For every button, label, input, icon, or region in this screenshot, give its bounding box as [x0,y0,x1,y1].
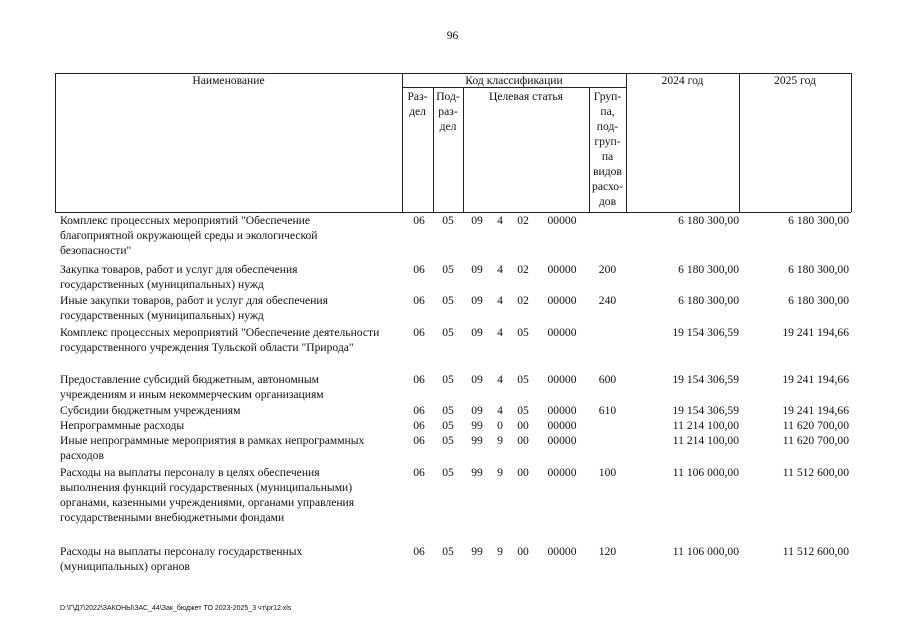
row-razdel: 06 [413,466,425,479]
row-razdel: 06 [413,434,425,447]
header-group-line: Груп- [593,90,622,103]
header-group-line: па, [600,105,615,118]
row-name-line: Комплекс процессных мероприятий "Обеспечение [60,214,311,227]
row-podrazdel: 05 [442,419,454,432]
row-name-line: государственного учреждения Тульской области "Природа" [60,341,354,354]
row-podrazdel: 05 [442,404,454,417]
row-value-2024: 11 106 000,00 [672,466,739,479]
header-group-line: расхо- [592,180,623,193]
row-razdel: 06 [413,214,425,227]
row-name-line: расходов [60,449,104,462]
row-value-2024: 11 106 000,00 [672,545,739,558]
row-name-line: Непрограммные расходы [60,419,185,432]
row-name-line: Иные закупки товаров, работ и услуг для обеспечения [60,294,328,307]
header-group-line: дов [598,195,617,208]
row-podrazdel: 05 [442,373,454,386]
row-name [60,433,405,463]
row-name-line: Расходы на выплаты персоналу в целях обеспечения [60,466,320,479]
row-ts3: 00 [517,434,529,447]
row-ts4: 00000 [547,545,577,558]
header-podrazdel-line: раз- [438,105,458,118]
row-ts3: 02 [517,214,529,227]
row-name [60,418,405,433]
row-value-2025: 11 512 600,00 [782,466,849,479]
row-value-2025: 11 512 600,00 [782,545,849,558]
row-ts1: 09 [471,326,483,339]
header-podrazdel-line: Под- [436,90,460,103]
row-group: 120 [598,545,617,558]
header-target: Целевая статья [488,90,564,103]
row-value-2025: 19 241 194,66 [782,326,849,339]
header-name: Наименование [192,74,265,87]
row-ts2: 9 [497,545,503,558]
file-path-footer: D:\Г\Д7\2022\ЗАКОНЫ\ЗАС_44\Зак_бюджет ТО 2023-2025_3 чт\рr12.xls [60,605,292,612]
row-name-line: Расходы на выплаты персоналу государственных [60,545,303,558]
row-name-line: Комплекс процессных мероприятий "Обеспечение деятельности [60,326,380,339]
row-value-2024: 19 154 306,59 [672,373,739,386]
row-value-2024: 11 214 100,00 [672,434,739,447]
row-name [60,293,405,323]
row-value-2025: 11 620 700,00 [782,419,849,432]
row-value-2025: 19 241 194,66 [782,373,849,386]
row-value-2024: 6 180 300,00 [678,294,739,307]
row-value-2024: 19 154 306,59 [672,404,739,417]
row-ts3: 00 [517,466,529,479]
row-razdel: 06 [413,373,425,386]
row-podrazdel: 05 [442,214,454,227]
row-name [60,544,405,574]
row-razdel: 06 [413,294,425,307]
row-name [60,403,405,418]
header-razdel-line: дел [409,105,426,118]
row-ts1: 99 [471,434,483,447]
row-ts4: 00000 [547,404,577,417]
header-group-line: видов [593,165,622,178]
row-podrazdel: 05 [442,466,454,479]
row-group: 100 [598,466,617,479]
row-name-line: государственных (муниципальных) нужд [60,278,264,291]
row-ts4: 00000 [547,294,577,307]
row-ts3: 00 [517,419,529,432]
row-ts1: 09 [471,373,483,386]
row-value-2024: 19 154 306,59 [672,326,739,339]
row-name-line: Субсидии бюджетным учреждениям [60,404,241,417]
row-ts1: 09 [471,263,483,276]
row-ts4: 00000 [547,214,577,227]
row-name [60,465,405,525]
row-name-line: благоприятной окружающей среды и экологической [60,229,318,242]
row-ts2: 4 [497,214,503,227]
row-ts2: 4 [497,404,503,417]
row-ts4: 00000 [547,419,577,432]
row-name-line: безопасности" [60,244,132,257]
row-name-line: органами, казенными учреждениями, органами управления [60,496,355,509]
row-ts2: 9 [497,434,503,447]
row-podrazdel: 05 [442,263,454,276]
header-podrazdel-line: дел [439,120,457,133]
header-group-line: груп- [594,135,621,148]
row-name [60,372,405,402]
page-number: 96 [446,30,459,42]
row-name [60,213,405,258]
row-value-2024: 6 180 300,00 [678,214,739,227]
row-name [60,262,405,292]
row-value-2024: 6 180 300,00 [678,263,739,276]
row-value-2025: 11 620 700,00 [782,434,849,447]
row-razdel: 06 [413,263,425,276]
row-ts2: 4 [497,326,503,339]
row-podrazdel: 05 [442,326,454,339]
row-group: 610 [598,404,617,417]
row-ts2: 9 [497,466,503,479]
header-year-2024: 2024 год [661,74,704,87]
row-name-line: Иные непрограммные мероприятия в рамках непрограммных [60,434,365,447]
row-ts3: 05 [517,373,529,386]
row-name-line: выполнения функций государственных (муниципальными) [60,481,353,494]
row-ts2: 4 [497,263,503,276]
header-year-2025: 2025 год [774,74,816,87]
row-group: 200 [598,263,617,276]
row-name [60,325,410,355]
row-ts1: 09 [471,404,483,417]
row-group: 240 [598,294,617,307]
row-value-2025: 19 241 194,66 [782,404,849,417]
row-razdel: 06 [413,404,425,417]
row-ts1: 99 [471,466,483,479]
row-razdel: 06 [413,545,425,558]
row-ts3: 02 [517,263,529,276]
row-ts3: 05 [517,404,529,417]
row-ts3: 00 [517,545,529,558]
header-razdel-line: Раз- [407,90,428,103]
row-name-line: учреждениям и иным некоммерческим организациям [60,388,324,401]
header-code: Код классификации [465,74,563,87]
row-ts2: 4 [497,294,503,307]
row-razdel: 06 [413,419,425,432]
row-ts3: 05 [517,326,529,339]
row-ts4: 00000 [547,263,577,276]
row-ts4: 00000 [547,373,577,386]
row-ts2: 0 [497,419,503,432]
row-podrazdel: 05 [442,294,454,307]
row-value-2025: 6 180 300,00 [788,214,849,227]
row-ts1: 99 [471,419,483,432]
header-group-line: па [601,150,614,163]
row-name-line: Предоставление субсидий бюджетным, автономным [60,373,320,386]
row-ts1: 09 [471,214,483,227]
row-razdel: 06 [413,326,425,339]
row-podrazdel: 05 [442,545,454,558]
row-value-2024: 11 214 100,00 [672,419,739,432]
row-group: 600 [598,373,617,386]
row-ts2: 4 [497,373,503,386]
row-name-line: (муниципальных) органов [60,560,190,573]
row-name-line: Закупка товаров, работ и услуг для обеспечения [60,263,298,276]
row-name-line: государственными внебюджетными фондами [60,511,285,524]
row-ts4: 00000 [547,466,577,479]
row-value-2025: 6 180 300,00 [788,263,849,276]
row-ts4: 00000 [547,326,577,339]
row-ts4: 00000 [547,434,577,447]
row-name-line: государственных (муниципальных) нужд [60,309,264,322]
row-podrazdel: 05 [442,434,454,447]
row-ts1: 09 [471,294,483,307]
row-ts1: 99 [471,545,483,558]
header-group-line: под- [596,120,619,133]
row-ts3: 02 [517,294,529,307]
row-value-2025: 6 180 300,00 [788,294,849,307]
